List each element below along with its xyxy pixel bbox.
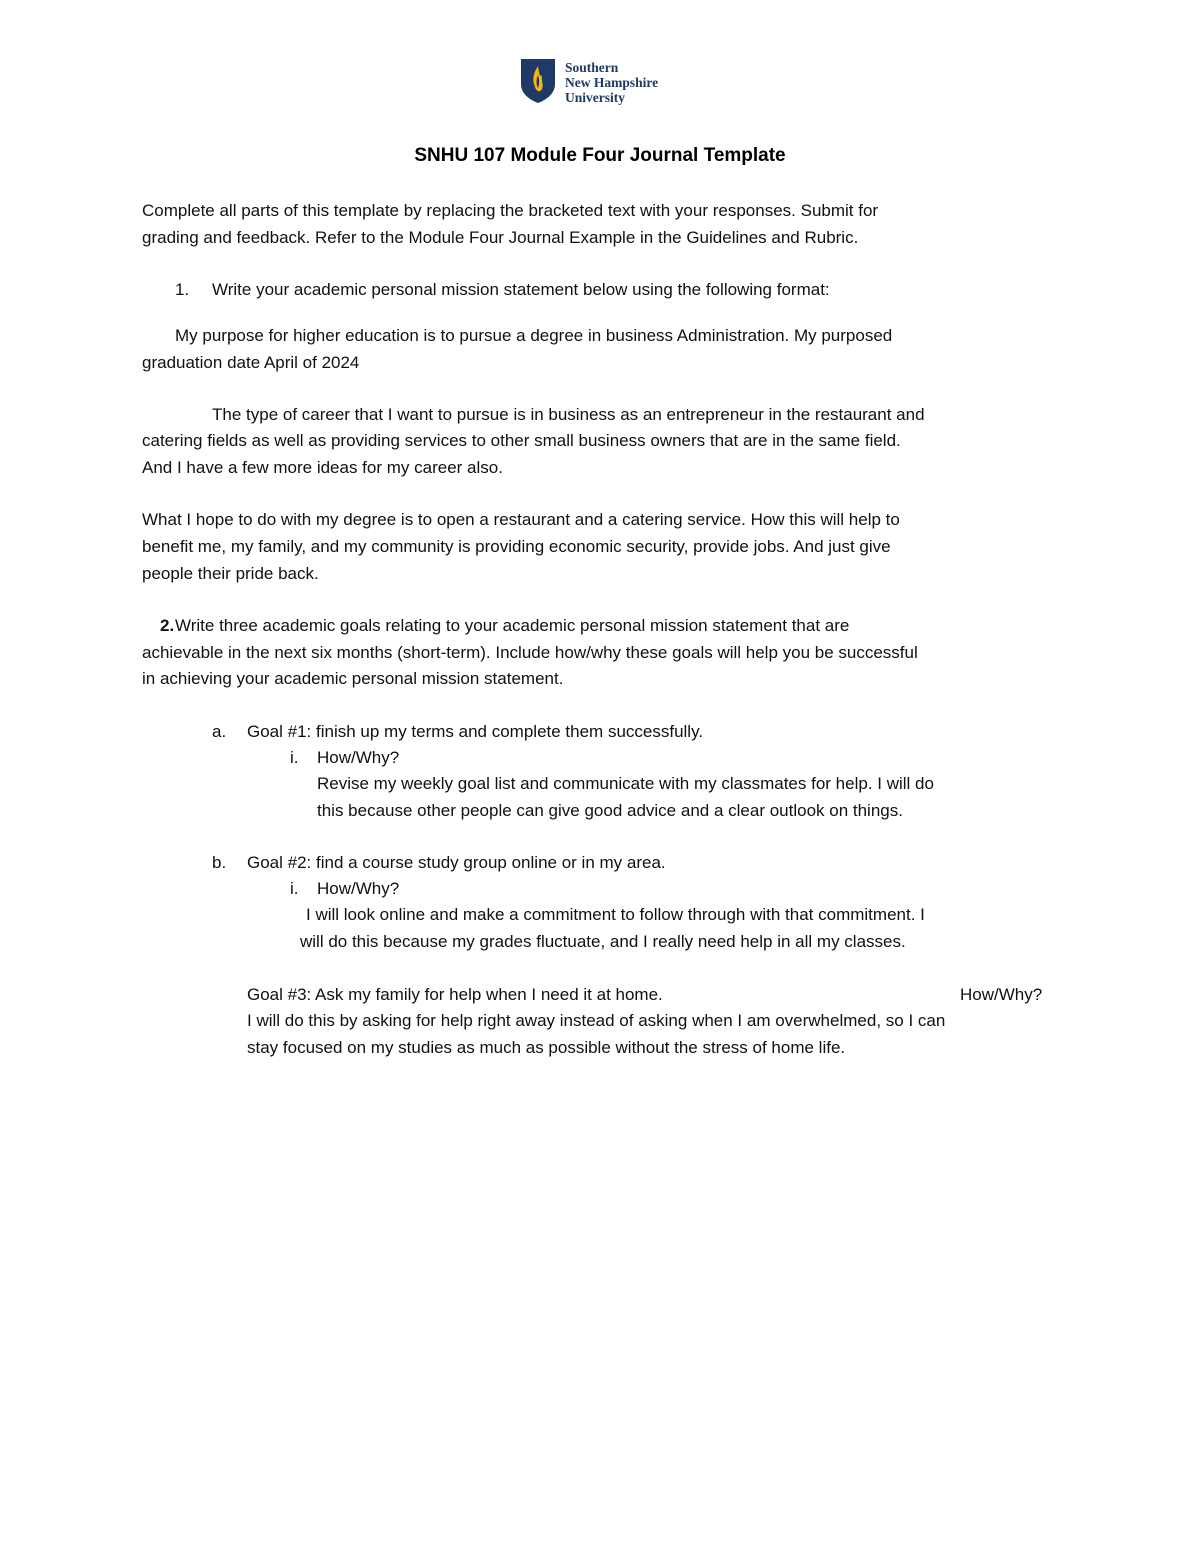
item1-prompt: Write your academic personal mission statement below using the following format:: [212, 280, 830, 299]
logo-line: Southern: [565, 60, 619, 75]
logo-line: New Hampshire: [565, 75, 659, 90]
intro-line: grading and feedback. Refer to the Module Four Journal Example in the Guidelines and Rubric.: [142, 228, 859, 247]
item2-prompt: in achieving your academic personal mission statement.: [142, 669, 564, 688]
snhu-logo: [520, 58, 700, 110]
career-line: catering fields as well as providing services to other small business owners that are in the same field.: [142, 431, 901, 450]
document-title: SNHU 107 Module Four Journal Template: [414, 145, 786, 166]
how-why-label: How/Why?: [317, 879, 400, 898]
goal3-answer: stay focused on my studies as much as possible without the stress of home life.: [247, 1038, 846, 1057]
sub-marker: i.: [290, 879, 299, 898]
list-number: 1.: [175, 280, 190, 299]
hope-line: people their pride back.: [142, 564, 319, 583]
goal2-answer: will do this because my grades fluctuate, and I really need help in all my classes.: [300, 932, 906, 951]
item2-prompt: Write three academic goals relating to your academic personal mission statement that are: [175, 616, 850, 635]
list-number: 2.: [160, 616, 175, 635]
goal1-text: Goal #1: finish up my terms and complete them successfully.: [247, 722, 704, 741]
purpose-line: My purpose for higher education is to pursue a degree in business Administration. My purposed: [175, 326, 893, 345]
snhu-shield-icon: [520, 58, 556, 104]
goal3-answer: I will do this by asking for help right away instead of asking when I am overwhelmed, so I can: [247, 1011, 946, 1030]
goal-letter: b.: [212, 853, 227, 872]
intro-line: Complete all parts of this template by replacing the bracketed text with your responses. Submit for: [142, 201, 879, 220]
hope-line: What I hope to do with my degree is to open a restaurant and a catering service. How this will help to: [142, 510, 900, 529]
goal2-text: Goal #2: find a course study group online or in my area.: [247, 853, 666, 872]
logo-line: University: [565, 90, 625, 105]
item2-prompt: achievable in the next six months (short-term). Include how/why these goals will help you be successful: [142, 643, 918, 662]
how-why-label: How/Why?: [960, 985, 1043, 1004]
goal3-text: Goal #3: Ask my family for help when I need it at home.: [247, 985, 663, 1004]
career-line: And I have a few more ideas for my career also.: [142, 458, 503, 477]
how-why-label: How/Why?: [317, 748, 400, 767]
goal-letter: a.: [212, 722, 227, 741]
career-line: The type of career that I want to pursue is in business as an entrepreneur in the restaurant and: [212, 405, 925, 424]
sub-marker: i.: [290, 748, 299, 767]
logo-wordmark: [565, 58, 658, 105]
goal1-answer: Revise my weekly goal list and communicate with my classmates for help. I will do: [317, 774, 934, 793]
goal1-answer: this because other people can give good advice and a clear outlook on things.: [317, 801, 903, 820]
goal2-answer: I will look online and make a commitment to follow through with that commitment. I: [306, 905, 925, 924]
hope-line: benefit me, my family, and my community is providing economic security, provide jobs. And just give: [142, 537, 891, 556]
purpose-line: graduation date April of 2024: [142, 353, 360, 372]
